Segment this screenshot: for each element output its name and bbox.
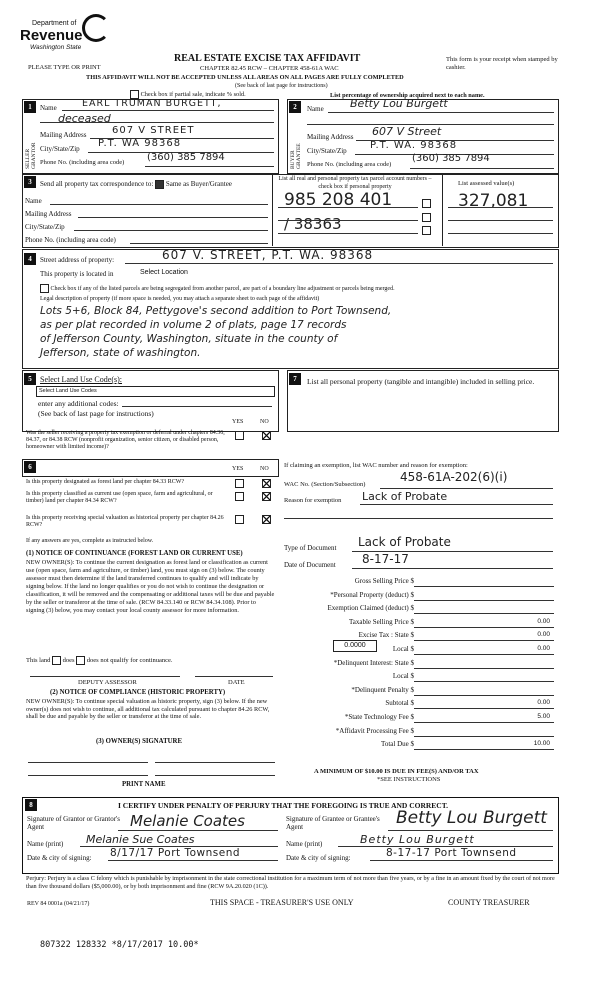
same-as-buyer-label: Same as Buyer/Grantee: [165, 180, 232, 189]
tax-row: [284, 575, 556, 587]
county-treasurer: COUNTY TREASURER: [448, 898, 530, 907]
receipt-note: This form is your receipt when stamped by cashier.: [446, 56, 558, 71]
seller-city-label: City/State/Zip: [40, 145, 80, 153]
land-use-select[interactable]: [36, 386, 275, 397]
doc-date[interactable]: 8-17-17: [362, 552, 409, 566]
does-checkbox[interactable]: [52, 656, 61, 665]
rev-code: REV 84 0001a (04/21/17): [27, 901, 90, 907]
s3-mail-label: Mailing Address: [25, 210, 72, 218]
assessed-value-1[interactable]: 327,081: [458, 191, 529, 211]
grantor-sig-label: Signature of Grantor or Grantor's Agent: [27, 815, 121, 831]
seller-mail[interactable]: 607 V STREET: [112, 125, 195, 136]
send-correspondence: [40, 180, 232, 189]
additional-codes: enter any additional codes:: [38, 399, 119, 408]
land-use-select-label: Select Land Use Codes: [39, 388, 97, 394]
s6-q3: Is this property receiving special valuation as historical property per chapter 84.26 RCW?: [26, 515, 224, 528]
legal-label: Legal description of property (if more space is needed, you may attach a separate sheet to each page of the affidavit): [40, 296, 320, 302]
tax-row-label: Local $: [392, 672, 414, 681]
reason-label: Reason for exemption: [284, 497, 342, 504]
notice2-title: (2) NOTICE OF COMPLIANCE (HISTORIC PROPERTY): [50, 689, 226, 696]
grantee-name-print[interactable]: Betty Lou Burgett: [360, 833, 475, 846]
s5-no-checkbox[interactable]: [262, 431, 271, 440]
please-type: PLEASE TYPE OR PRINT: [28, 64, 101, 71]
seller-mail-label: Mailing Address: [40, 131, 87, 139]
grantor-date-city[interactable]: 8/17/17 Port Townsend: [110, 847, 241, 859]
tax-row-label: *Delinquent Penalty $: [351, 685, 414, 694]
tax-row: [284, 697, 556, 709]
s6-q1-no[interactable]: [262, 479, 271, 488]
print-name: PRINT NAME: [122, 781, 166, 788]
does-not-checkbox[interactable]: [76, 656, 85, 665]
send-label: Send all property tax correspondence to:: [40, 180, 154, 189]
grantee-name-label: Name (print): [286, 840, 323, 848]
tax-row: [284, 657, 556, 669]
street-address[interactable]: 607 V. STREET, P.T. WA. 98368: [162, 248, 374, 262]
tax-row-label: Excise Tax : State $: [358, 631, 414, 640]
s3-name-label: Name: [25, 197, 42, 205]
section-7-number: 7: [289, 373, 301, 385]
parcel-number-2[interactable]: / 38363: [284, 215, 342, 233]
seller-name-2[interactable]: deceased: [58, 112, 111, 125]
segregated-note: [40, 284, 395, 293]
tax-row: [284, 616, 556, 628]
cashier-stamp: 807322 128332 *8/17/2017 10.00*: [40, 940, 199, 950]
buyer-mail-label: Mailing Address: [307, 133, 354, 141]
tax-row: [284, 738, 556, 750]
wac-number[interactable]: 458-61A-202(6)(i): [400, 470, 508, 484]
same-as-buyer-checkbox[interactable]: [155, 180, 164, 189]
tax-table: [284, 575, 556, 755]
tax-row-label: Taxable Selling Price $: [348, 617, 414, 626]
tax-row-value[interactable]: 0.00: [537, 631, 550, 639]
tax-row: [284, 589, 556, 601]
tax-row-label: Gross Selling Price $: [354, 577, 414, 585]
s6-q3-yes[interactable]: [235, 515, 244, 524]
owner-signature: (3) OWNER(S) SIGNATURE: [96, 738, 182, 745]
grantor-name-label: Name (print): [27, 840, 64, 848]
buyer-city-label: City/State/Zip: [307, 147, 347, 155]
grantee-date-city[interactable]: 8-17-17 Port Townsend: [386, 847, 517, 859]
notice1-body: NEW OWNER(S): To continue the current designation as forest land or classification as current use (open space, farm and agriculture, or timber) land, you must sign on (3) below. The county assessor must then determine if the land transferred continues to qualify and will indicate by signing below. If the land no longer qualifies or you do not wish to continue the designation or classification, it will be removed and the compensating or additional taxes will be due and payable by the seller or transferor at the time of sale. (RCW 84.33.140 or RCW 84.34.108). Prior to signing (3) below, you may contact your local county assessor for more information.: [26, 559, 275, 614]
s5-yes-checkbox[interactable]: [235, 431, 244, 440]
form-notice: THIS AFFIDAVIT WILL NOT BE ACCEPTED UNLESS ALL AREAS ON ALL PAGES ARE FULLY COMPLETED: [86, 74, 404, 81]
section-1-number: 1: [24, 101, 36, 113]
personal-property-note: List all personal property (tangible and intangible) included in selling price.: [307, 377, 535, 386]
grantor-signature[interactable]: Melanie Coates: [130, 812, 245, 830]
treasurer-space: THIS SPACE - TREASURER'S USE ONLY: [210, 898, 354, 907]
tax-row-value[interactable]: 5.00: [537, 713, 550, 720]
buyer-city[interactable]: P.T. WA. 98368: [370, 140, 458, 151]
s6-no: NO: [260, 466, 269, 472]
section-4-number: 4: [24, 253, 36, 265]
s6-q2-no[interactable]: [262, 492, 271, 501]
does-not-label: does not qualify for continuance.: [86, 656, 173, 664]
tax-row: [284, 684, 556, 696]
grantor-name-print[interactable]: Melanie Sue Coates: [86, 833, 195, 846]
exemption-reason[interactable]: Lack of Probate: [362, 490, 448, 503]
perjury-notice: Perjury: Perjury is a class C felony which is punishable by imprisonment in the state correctional institution for a maximum term of not more than five years, or by a fine in an amount fixed by the court of not more than five thousand dollars ($5,000.00), or by both imprisonment and fine (RCW 9A.20.020 (1C)).: [26, 875, 555, 890]
tax-row: [284, 643, 556, 655]
parcel-number-1[interactable]: 985 208 401: [284, 190, 393, 210]
notice2-body: NEW OWNER(S): To continue special valuation as historic property, sign (3) below. If the new owner(s) does not wish to continue, all additional tax calculated pursuant to chapter 84.26 RCW, shall be due and payable by the seller or transferor at the time of sale.: [26, 698, 270, 720]
dor-logo: [20, 14, 110, 60]
buyer-name-label: Name: [307, 105, 324, 113]
land-use-title: Select Land Use Code(s):: [40, 375, 122, 384]
exemption-question: If claiming an exemption, list WAC number and reason for exemption:: [284, 462, 468, 469]
street-label: Street address of property:: [40, 256, 115, 264]
tax-row-label: *Affidavit Processing Fee $: [335, 726, 414, 735]
tax-row-label: Subtotal $: [385, 699, 414, 708]
buyer-side-label: BUYER GRANTEE: [290, 143, 302, 169]
tax-row-value[interactable]: 0.00: [537, 645, 550, 652]
section-6-number: 6: [24, 461, 36, 473]
notice1-title: (1) NOTICE OF CONTINUANCE (FOREST LAND OR CURRENT USE): [26, 550, 243, 557]
seller-name[interactable]: EARL TRUMAN BURGETT,: [82, 98, 222, 109]
legal-line-2[interactable]: as per plat recorded in volume 2 of plats, page 17 records: [40, 319, 347, 331]
form-title: REAL ESTATE EXCISE TAX AFFIDAVIT: [174, 53, 361, 64]
legal-line-3[interactable]: of Jefferson County, Washington, situate in the county of: [40, 333, 338, 345]
tax-row: [284, 711, 556, 723]
minimum-due: A MINIMUM OF $10.00 IS DUE IN FEE(S) AND/OR TAX: [314, 768, 479, 775]
s6-yes: YES: [232, 466, 244, 472]
parcel-2-checkbox[interactable]: [422, 213, 431, 222]
doc-date-label: Date of Document: [284, 561, 336, 569]
legal-line-4[interactable]: Jefferson, state of washington.: [40, 347, 201, 359]
tax-row-value[interactable]: 0.00: [537, 699, 550, 707]
section-5-number: 5: [24, 373, 36, 385]
dept-line1: Department of: [32, 20, 77, 27]
see-instructions: *SEE INSTRUCTIONS: [377, 776, 441, 783]
seller-phone[interactable]: (360) 385 7894: [147, 152, 225, 163]
segregated-checkbox[interactable]: [40, 284, 49, 293]
segregated-label: Check box if any of the listed parcels are being segregated from another parcel, are part of a boundary line adjustment or parcels being merged.: [50, 285, 395, 292]
tax-row-label: Local $: [392, 645, 414, 653]
section-3-number: 3: [24, 176, 36, 188]
tax-row: [284, 629, 556, 641]
tax-row-label: Exemption Claimed (deduct) $: [327, 604, 414, 613]
this-land: [26, 656, 173, 665]
s6-q3-no[interactable]: [262, 515, 271, 524]
does-label: does: [62, 656, 75, 664]
tax-row-label: *Delinquent Interest: State $: [333, 658, 414, 667]
logo-mark-icon: [82, 14, 110, 42]
parcel-1-checkbox[interactable]: [422, 199, 431, 208]
ownership-note: List percentage of ownership acquired next to each name.: [330, 92, 485, 99]
see-back: (See back of last page for instructions): [235, 83, 328, 89]
parcel-header: List all real and personal property tax parcel account numbers – check box if personal property: [278, 176, 432, 190]
dept-line2: Revenue: [20, 27, 83, 44]
grantee-signature[interactable]: Betty Lou Burgett: [396, 808, 547, 828]
parcel-3-checkbox[interactable]: [422, 226, 431, 235]
seller-side-label: SELLER GRANTOR: [25, 142, 37, 169]
tax-row-value[interactable]: 0.00: [537, 617, 550, 625]
partial-label: Check box if partial sale, indicate % sold.: [140, 90, 246, 98]
tax-row: [284, 670, 556, 682]
grantor-date-label: Date & city of signing:: [27, 854, 92, 862]
section-2-number: 2: [289, 101, 301, 113]
deputy-date: DATE: [228, 679, 245, 686]
tax-row-label: *State Technology Fee $: [344, 713, 414, 721]
wac-label: WAC No. (Section/Subsection): [284, 481, 366, 488]
s6-q2-yes[interactable]: [235, 492, 244, 501]
legal-line-1[interactable]: Lots 5+6, Block 84, Pettygove's second addition to Port Townsend,: [40, 305, 392, 317]
local-rate-box[interactable]: [333, 640, 377, 652]
s5-see-back: (See back of last page for instructions): [38, 409, 154, 418]
local-rate: 0.0000: [344, 642, 366, 649]
buyer-phone-label: Phone No. (including area code): [307, 161, 392, 168]
seller-city[interactable]: P.T. WA 98368: [98, 138, 182, 149]
buyer-phone[interactable]: (360) 385 7894: [412, 153, 490, 164]
buyer-name[interactable]: Betty Lou Burgett: [350, 97, 448, 110]
s6-if-any: If any answers are yes, complete as instructed below.: [26, 538, 154, 544]
section-8-number: 8: [25, 799, 37, 811]
assessed-header: List assessed value(s): [458, 180, 515, 187]
form-chapter: CHAPTER 82.45 RCW – CHAPTER 458-61A WAC: [200, 65, 339, 72]
tax-row: [284, 602, 556, 614]
s5-question: Was the seller receiving a property tax exemption or deferral under chapters 84.36, 84.37, or 84.38 RCW (nonprofit organization, senior citizen, or disabled person, homeowner with limited income)?: [26, 430, 225, 450]
tax-row-label: *Personal Property (deduct) $: [330, 590, 414, 599]
s6-q1: Is this property designated as forest land per chapter 84.33 RCW?: [26, 479, 185, 485]
tax-row-label: Total Due $: [381, 740, 414, 749]
s5-no: NO: [260, 419, 269, 425]
doc-type-label: Type of Document: [284, 544, 337, 552]
s6-q2: Is this property classified as current use (open space, farm and agricultural, or timber) land per chapter 84.34 RCW?: [26, 491, 213, 504]
seller-phone-label: Phone No. (including area code): [40, 159, 125, 166]
s6-q1-yes[interactable]: [235, 479, 244, 488]
tax-row: [284, 725, 556, 737]
certify-statement: I CERTIFY UNDER PENALTY OF PERJURY THAT THE FOREGOING IS TRUE AND CORRECT.: [118, 801, 449, 810]
seller-name-label: Name: [40, 104, 57, 112]
location-select[interactable]: Select Location: [140, 269, 188, 276]
this-land-label: This land: [26, 656, 51, 664]
doc-type[interactable]: Lack of Probate: [358, 535, 451, 549]
buyer-mail[interactable]: 607 V Street: [372, 125, 442, 138]
s3-phone-label: Phone No. (including area code): [25, 236, 116, 244]
s5-yes: YES: [232, 419, 244, 425]
grantee-date-label: Date & city of signing:: [286, 854, 351, 862]
s3-city-label: City/State/Zip: [25, 223, 65, 231]
located-label: This property is located in: [40, 270, 114, 278]
grantee-sig-label: Signature of Grantee or Grantee's Agent: [286, 815, 380, 831]
deputy-assessor: DEPUTY ASSESSOR: [78, 679, 137, 686]
tax-row-value[interactable]: 10.00: [533, 740, 550, 748]
dept-line3: Washington State: [30, 44, 82, 51]
